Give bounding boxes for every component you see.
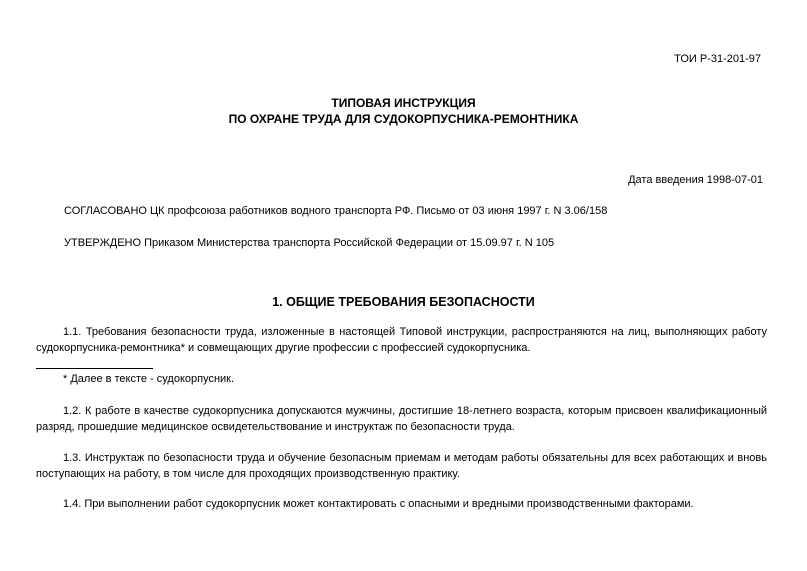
introduction-date: Дата введения 1998-07-01 bbox=[628, 174, 763, 186]
agreed-statement: СОГЛАСОВАНО ЦК профсоюза работников водного транспорта РФ. Письмо от 03 июня 1997 г. N 3.06/158 bbox=[64, 205, 608, 217]
paragraph-1-2: 1.2. К работе в качестве судокорпусника допускаются мужчины, достигшие 18-летнего возраста, которым присвоен квалификационный разряд, прошедшие медицинское освидетельствование и инструктаж по безопасности труда. bbox=[36, 405, 767, 433]
document-title-line-1: ТИПОВАЯ ИНСТРУКЦИЯ bbox=[331, 96, 476, 110]
document-code: ТОИ Р-31-201-97 bbox=[674, 53, 761, 65]
section-heading: 1. ОБЩИЕ ТРЕБОВАНИЯ БЕЗОПАСНОСТИ bbox=[272, 295, 535, 309]
paragraph-1-4: 1.4. При выполнении работ судокорпусник может контактировать с опасными и вредными производственными факторами. bbox=[63, 498, 694, 510]
footnote: * Далее в тексте - судокорпусник. bbox=[63, 373, 235, 385]
paragraph-1-1: 1.1. Требования безопасности труда, изложенные в настоящей Типовой инструкции, распространяются на лиц, выполняющих работу судокорпусника-ремонтника* и совмещающих другие профессии с профессией судокорпусника. bbox=[36, 326, 767, 354]
document-title bbox=[0, 95, 807, 127]
paragraph-1-3: 1.3. Инструктаж по безопасности труда и обучение безопасным приемам и методам работы обязательны для всех работающих и вновь поступающих на работу, в том числе для проходящих производственную практику. bbox=[36, 452, 767, 480]
document-title-line-2: ПО ОХРАНЕ ТРУДА ДЛЯ СУДОКОРПУСНИКА-РЕМОНТНИКА bbox=[228, 112, 579, 126]
footnote-divider bbox=[36, 368, 153, 369]
approved-statement: УТВЕРЖДЕНО Приказом Министерства транспорта Российской Федерации от 15.09.97 г. N 105 bbox=[64, 237, 555, 249]
